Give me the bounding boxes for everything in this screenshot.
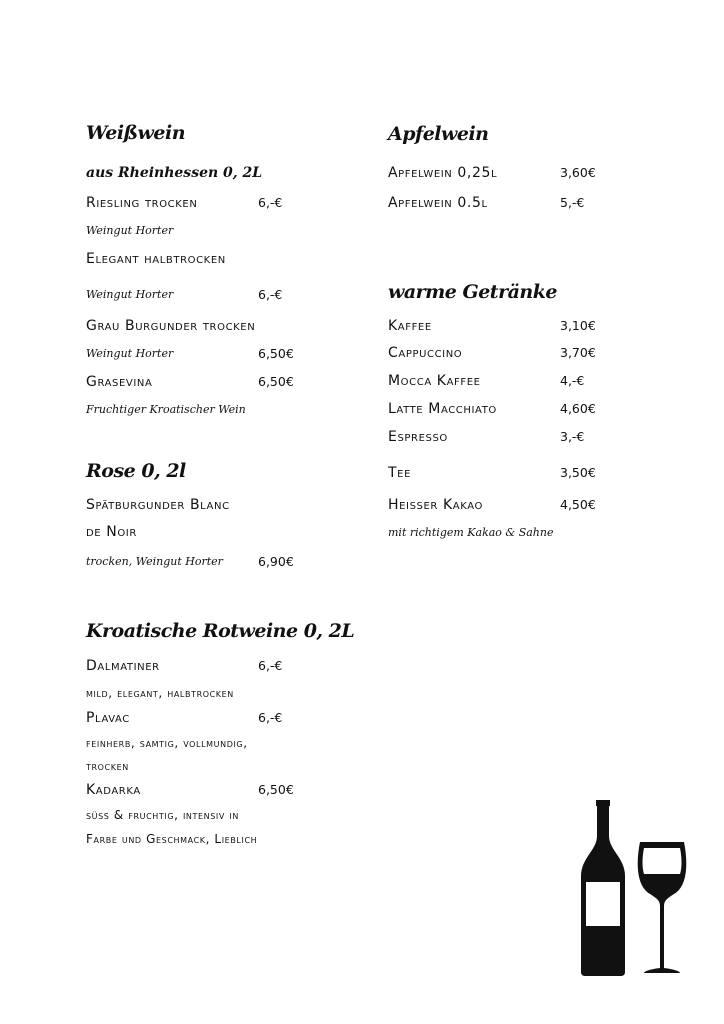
price-dalmatiner: 6,-€ [258,658,283,673]
note-grau-burgunder: Weingut Horter [86,347,174,360]
price-plavac: 6,-€ [258,710,283,725]
price-cappuccino: 3,70€ [560,345,596,360]
item-spaetburgunder: Spätburgunder Blanc [86,497,230,513]
wine-bottle-and-glass-icon [576,798,692,978]
item-mocca: Mocca Kaffee [388,373,481,389]
note-plavac-line2: trocken [86,759,129,773]
item-tee: Tee [388,465,411,481]
price-riesling: 6,-€ [258,195,283,210]
note-kadarka-line2: Farbe und Geschmack, Lieblich [86,832,258,846]
item-cappuccino: Cappuccino [388,345,463,361]
section-title-apfelwein: Apfelwein [388,123,489,145]
item-elegant: Elegant halbtrocken [86,251,226,267]
price-kakao: 4,50€ [560,497,596,512]
item-grasevina: Grasevina [86,374,153,390]
item-plavac: Plavac [86,710,130,726]
price-espresso: 3,-€ [560,429,585,444]
item-kakao: Heisser Kakao [388,497,483,513]
item-grau-burgunder: Grau Burgunder trocken [86,318,256,334]
note-grasevina: Fruchtiger Kroatischer Wein [86,403,246,416]
note-plavac-line1: feinherb, samtig, vollmundig, [86,736,248,750]
item-kaffee: Kaffee [388,318,432,334]
price-latte: 4,60€ [560,401,596,416]
item-dalmatiner: Dalmatiner [86,658,160,674]
subtitle-rheinhessen: aus Rheinhessen 0, 2L [86,165,263,181]
note-kakao: mit richtigem Kakao & Sahne [388,526,554,539]
item-latte: Latte Macchiato [388,401,497,417]
note-kadarka-line1: süss & fruchtig, intensiv in [86,808,239,822]
price-tee: 3,50€ [560,465,596,480]
price-elegant: 6,-€ [258,287,283,302]
item-espresso: Espresso [388,429,448,445]
price-grasevina: 6,50€ [258,374,294,389]
price-mocca: 4,-€ [560,373,585,388]
price-rose: 6,90€ [258,554,294,569]
note-elegant: Weingut Horter [86,288,174,301]
price-apfelwein-05: 5,-€ [560,195,585,210]
price-kaffee: 3,10€ [560,318,596,333]
section-title-rotweine: Kroatische Rotweine 0, 2L [86,620,355,642]
price-kadarka: 6,50€ [258,782,294,797]
item-spaetburgunder-line2: de Noir [86,524,137,540]
note-riesling: Weingut Horter [86,224,174,237]
note-rose: trocken, Weingut Horter [86,555,223,568]
item-apfelwein-025: Apfelwein 0,25l [388,165,498,181]
price-grau-burgunder: 6,50€ [258,346,294,361]
note-dalmatiner: mild, elegant, halbtrocken [86,686,234,700]
section-title-weisswein: Weißwein [86,122,186,144]
section-title-warme-getraenke: warme Getränke [388,281,557,303]
item-riesling: Riesling trocken [86,195,198,211]
item-apfelwein-05: Apfelwein 0.5l [388,195,488,211]
price-apfelwein-025: 3,60€ [560,165,596,180]
section-title-rose: Rose 0, 2l [86,460,186,482]
item-kadarka: Kadarka [86,782,141,798]
